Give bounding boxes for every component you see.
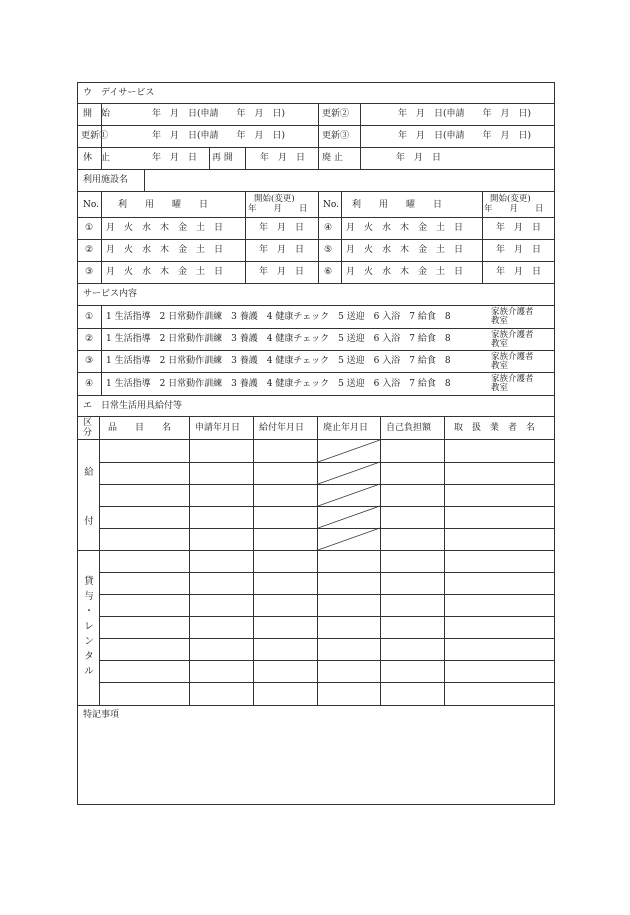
row-no: ④ (324, 223, 333, 233)
suspend-label: 休 止 (83, 153, 111, 163)
col-abolish: 廃止年月日 (323, 423, 369, 433)
facility-label: 利用施設名 (83, 175, 129, 185)
service-options[interactable]: 1 生活指導 2 日常動作訓練 3 養護 4 健康チェック 5 送迎 6 入浴 7 給食 8 (106, 312, 451, 322)
service-option-8-line1: 家族介護者 (491, 330, 534, 340)
col-self: 自己負担額 (386, 423, 432, 433)
cat-taiyo-6: タ (84, 651, 94, 662)
start-date-cell[interactable]: 年 月 日 (496, 245, 542, 255)
row-no: ⑤ (324, 245, 333, 255)
start-change-header-left: 開始(変更) (254, 194, 295, 204)
rental-rows (99, 550, 554, 705)
resume-date[interactable]: 年 月 日 (260, 153, 306, 163)
ymd-header-left: 年 月 日 (248, 204, 308, 214)
start-date-cell[interactable]: 年 月 日 (259, 223, 305, 233)
no-label-right: No. (323, 200, 339, 210)
weekday-selector[interactable]: 月 火 水 木 金 土 日 (106, 245, 224, 255)
cat-taiyo-5: ン (84, 636, 94, 647)
services-label: サービス内容 (83, 289, 138, 299)
service-option-8-line2: 教室 (491, 383, 509, 393)
service-option-8-line1: 家族介護者 (491, 352, 534, 362)
days-row-1 (78, 218, 554, 240)
start-date-cell[interactable]: 年 月 日 (259, 245, 305, 255)
notes-area[interactable] (78, 705, 554, 804)
strike-3 (318, 484, 380, 506)
days-row-3 (78, 262, 554, 284)
renew2-label: 更新② (322, 109, 350, 119)
service-row-4 (78, 373, 554, 396)
service-option-8-line2: 教室 (491, 316, 509, 326)
row-no: ② (85, 245, 94, 255)
strike-5 (318, 528, 380, 550)
section-e-title: エ 日常生活用具給付等 (83, 401, 183, 411)
strike-1 (318, 440, 380, 462)
service-row-3 (78, 351, 554, 373)
col-grant: 給付年月日 (259, 423, 305, 433)
col-item: 品 目 名 (108, 423, 172, 433)
start-date-cell[interactable]: 年 月 日 (496, 267, 542, 277)
days-row-2 (78, 240, 554, 262)
ymd-header-right: 年 月 日 (484, 204, 544, 214)
row-no: ③ (85, 267, 94, 277)
weekday-selector[interactable]: 月 火 水 木 金 土 日 (346, 267, 464, 277)
cat-taiyo-2: 与 (84, 591, 94, 602)
start-date-cell[interactable]: 年 月 日 (259, 267, 305, 277)
cat-taiyo (83, 576, 95, 677)
row-no: ⑥ (324, 267, 333, 277)
service-option-8-line1: 家族介護者 (491, 374, 534, 384)
renew1-label: 更新① (81, 131, 109, 141)
section-u-title-row (78, 83, 554, 104)
service-options[interactable]: 1 生活指導 2 日常動作訓練 3 養護 4 健康チェック 5 送迎 6 入浴 7 給食 8 (106, 334, 451, 344)
renew3-date[interactable]: 年 月 日(申請 年 月 日) (398, 131, 532, 141)
service-row-2 (78, 329, 554, 351)
cat-taiyo-4: レ (84, 621, 94, 632)
service-record-form (77, 82, 555, 805)
services-label-row (78, 284, 554, 306)
strike-2 (318, 462, 380, 484)
cat-taiyo-7: ル (84, 666, 94, 677)
row-no: ③ (85, 356, 94, 366)
abolish-date[interactable]: 年 月 日 (396, 153, 442, 163)
col-handler: 取 扱 業 者 名 (454, 423, 536, 433)
service-option-8-line2: 教室 (491, 361, 509, 371)
suspend-date[interactable]: 年 月 日 (152, 153, 198, 163)
days-header-row (78, 192, 554, 218)
start-date-cell[interactable]: 年 月 日 (496, 223, 542, 233)
abolish-strikes (318, 440, 380, 550)
start-date[interactable]: 年 月 日(申請 年 月 日) (152, 109, 286, 119)
renew1-date[interactable]: 年 月 日(申請 年 月 日) (152, 131, 286, 141)
row-no: ① (85, 312, 94, 322)
service-options[interactable]: 1 生活指導 2 日常動作訓練 3 養護 4 健康チェック 5 送迎 6 入浴 7 給食 8 (106, 379, 451, 389)
section-e-title-row (78, 396, 554, 417)
service-option-8-line2: 教室 (491, 339, 509, 349)
row-no: ④ (85, 379, 94, 389)
renew-row (78, 126, 554, 148)
start-label: 開 始 (83, 109, 111, 119)
resume-label: 再 開 (212, 153, 233, 163)
start-change-header-right: 開始(変更) (490, 194, 531, 204)
row-no: ② (85, 334, 94, 344)
suspend-row (78, 148, 554, 170)
section-u-title: ウ デイサービス (83, 88, 155, 98)
cat-taiyo-1: 貸 (84, 576, 94, 587)
weekday-selector[interactable]: 月 火 水 木 金 土 日 (346, 245, 464, 255)
weekday-selector[interactable]: 月 火 水 木 金 土 日 (106, 267, 224, 277)
cat-kyufu-2: 付 (84, 516, 94, 527)
col-kubun (83, 418, 93, 439)
cat-kyufu-1: 給 (84, 467, 94, 478)
days-header-left: 利 用 曜 日 (118, 200, 209, 210)
strike-4 (318, 506, 380, 528)
facility-input[interactable] (145, 170, 205, 191)
renew2-date[interactable]: 年 月 日(申請 年 月 日) (398, 109, 532, 119)
service-row-1 (78, 306, 554, 329)
abolish-label: 廃 止 (322, 153, 343, 163)
col-apply: 申請年月日 (195, 423, 241, 433)
no-label-left: No. (83, 200, 99, 210)
weekday-selector[interactable]: 月 火 水 木 金 土 日 (346, 223, 464, 233)
col-kubun-text: 区分 (83, 418, 93, 438)
service-option-8-line1: 家族介護者 (491, 307, 534, 317)
section-e-header-row (78, 417, 554, 440)
start-row (78, 104, 554, 126)
notes-label: 特記事項 (83, 710, 120, 720)
section-e-body (78, 440, 554, 706)
weekday-selector[interactable]: 月 火 水 木 金 土 日 (106, 223, 224, 233)
facility-row (78, 170, 554, 192)
service-options[interactable]: 1 生活指導 2 日常動作訓練 3 養護 4 健康チェック 5 送迎 6 入浴 7 給食 8 (106, 356, 451, 366)
row-no: ① (85, 223, 94, 233)
cat-taiyo-3: ・ (84, 606, 94, 617)
days-header-right: 利 用 曜 日 (352, 200, 443, 210)
renew3-label: 更新③ (322, 131, 350, 141)
